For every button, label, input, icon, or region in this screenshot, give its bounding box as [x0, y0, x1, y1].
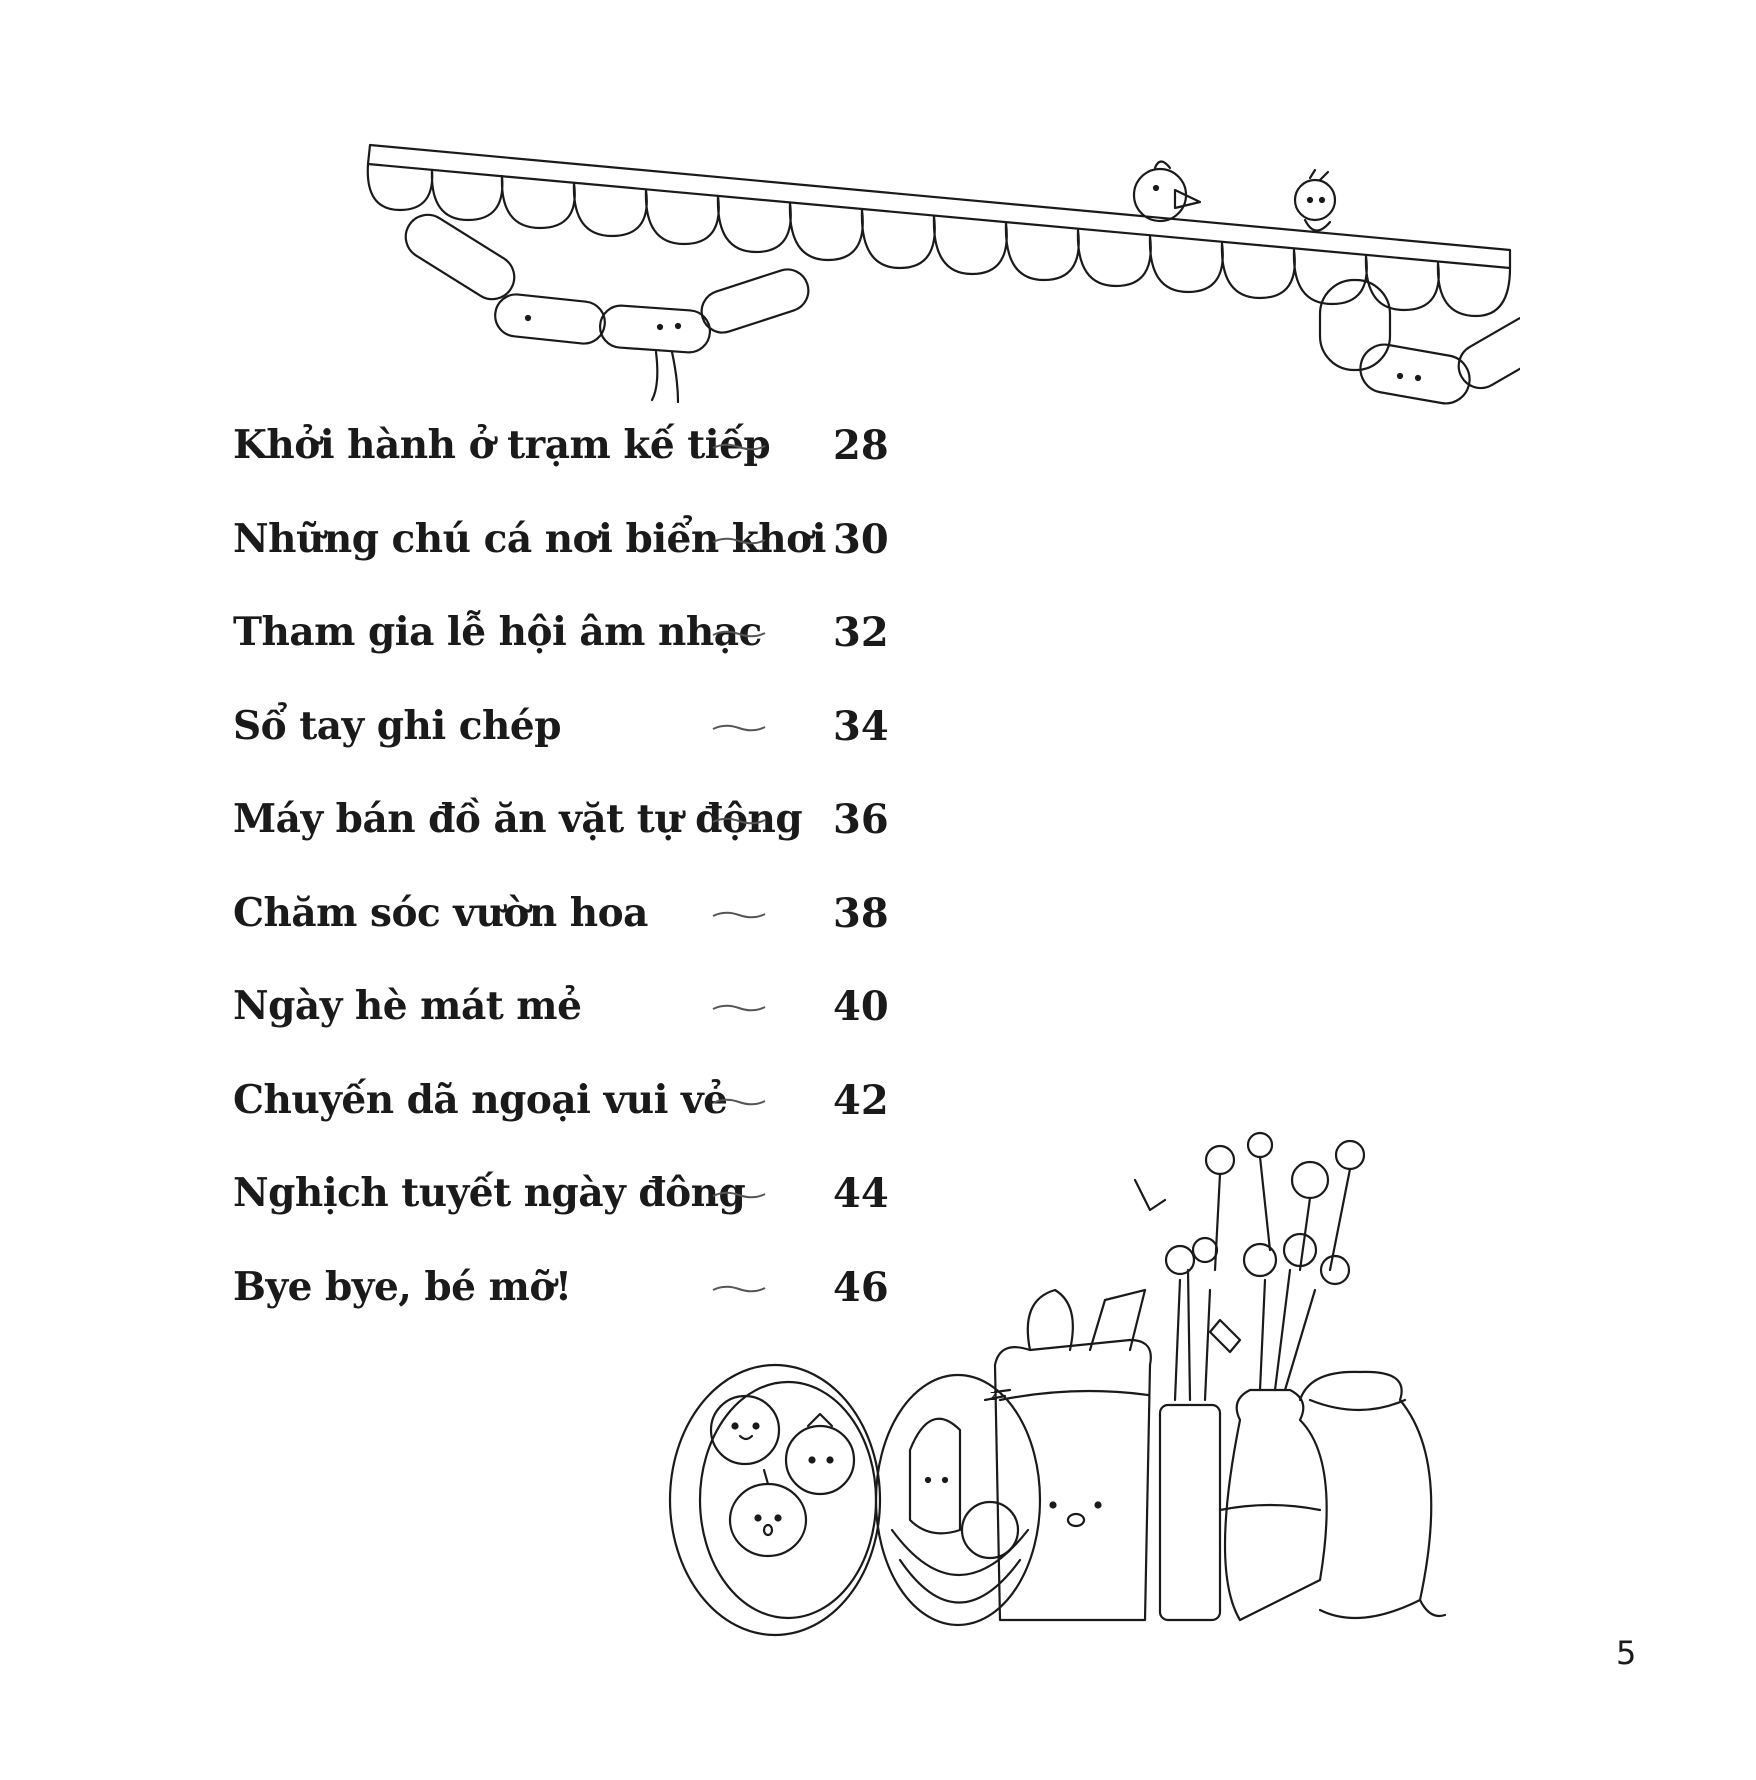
sausage-chain-right: [1320, 280, 1520, 407]
paper-bag: [995, 1290, 1151, 1620]
svg-text:z: z: [990, 1388, 998, 1404]
toc-entry-page: 42: [833, 1076, 889, 1124]
toc-entry-title: Những chú cá nơi biển khơi: [233, 515, 826, 562]
toc-entry[interactable]: [233, 412, 913, 506]
baskets-and-jars-illustration: [660, 1100, 1580, 1660]
bird-on-awning: [1134, 162, 1200, 222]
grain-sack: [1300, 1372, 1445, 1618]
toc-entry-title: Chuyến dã ngoại vui vẻ: [233, 1076, 728, 1123]
flower-jar-left: [1160, 1238, 1240, 1620]
chick-on-awning: [1295, 170, 1335, 231]
toc-entry[interactable]: [233, 973, 913, 1067]
fruit-basket: [670, 1365, 880, 1635]
toc-entry-title: Ngày hè mát mẻ: [233, 983, 582, 1029]
toc-entry[interactable]: [233, 693, 913, 787]
toc-entry-page: 34: [833, 702, 889, 750]
toc-entry-title: Sổ tay ghi chép: [233, 702, 561, 749]
toc-entry-page: 36: [833, 796, 889, 843]
tilde-dash-icon: [711, 1001, 767, 1015]
toc-entry[interactable]: [233, 880, 913, 974]
tilde-dash-icon: [711, 721, 767, 735]
vegetable-bowl: [876, 1375, 1040, 1625]
toc-entry-page: 30: [833, 515, 889, 563]
flower-vase-right: [1220, 1234, 1349, 1620]
tilde-dash-icon: [711, 534, 767, 548]
page-number: 5: [1616, 1634, 1637, 1672]
toc-entry-page: 32: [833, 609, 889, 656]
toc-entry[interactable]: [233, 506, 913, 600]
toc-entry-page: 40: [833, 983, 889, 1030]
toc-entry[interactable]: [233, 786, 913, 880]
toc-entry-title: Khởi hành ở trạm kế tiếp: [233, 422, 771, 468]
tilde-dash-icon: [711, 814, 767, 828]
toc-entry-title: Nghịch tuyết ngày đông: [233, 1170, 746, 1216]
awning-illustration: [360, 140, 1520, 430]
awning-bar: [368, 145, 1510, 268]
awning-scallops: [368, 164, 1510, 316]
tilde-dash-icon: [711, 627, 767, 641]
tilde-dash-icon: [711, 440, 767, 454]
toc-entry-page: 46: [833, 1263, 889, 1311]
tilde-dash-icon: [711, 908, 767, 922]
toc-entry-title: Máy bán đồ ăn vặt tự động: [233, 796, 803, 842]
toc-entry-title: Tham gia lễ hội âm nhạc: [233, 609, 762, 655]
toc-entry-title: Chăm sóc vườn hoa: [233, 889, 648, 936]
toc-entry-page: 44: [833, 1170, 889, 1217]
toc-entry-page: 38: [833, 889, 889, 937]
toc-entry[interactable]: [233, 599, 913, 693]
toc-entry-title: Bye bye, bé mỡ!: [233, 1263, 572, 1310]
toc-entry-page: 28: [833, 422, 889, 469]
